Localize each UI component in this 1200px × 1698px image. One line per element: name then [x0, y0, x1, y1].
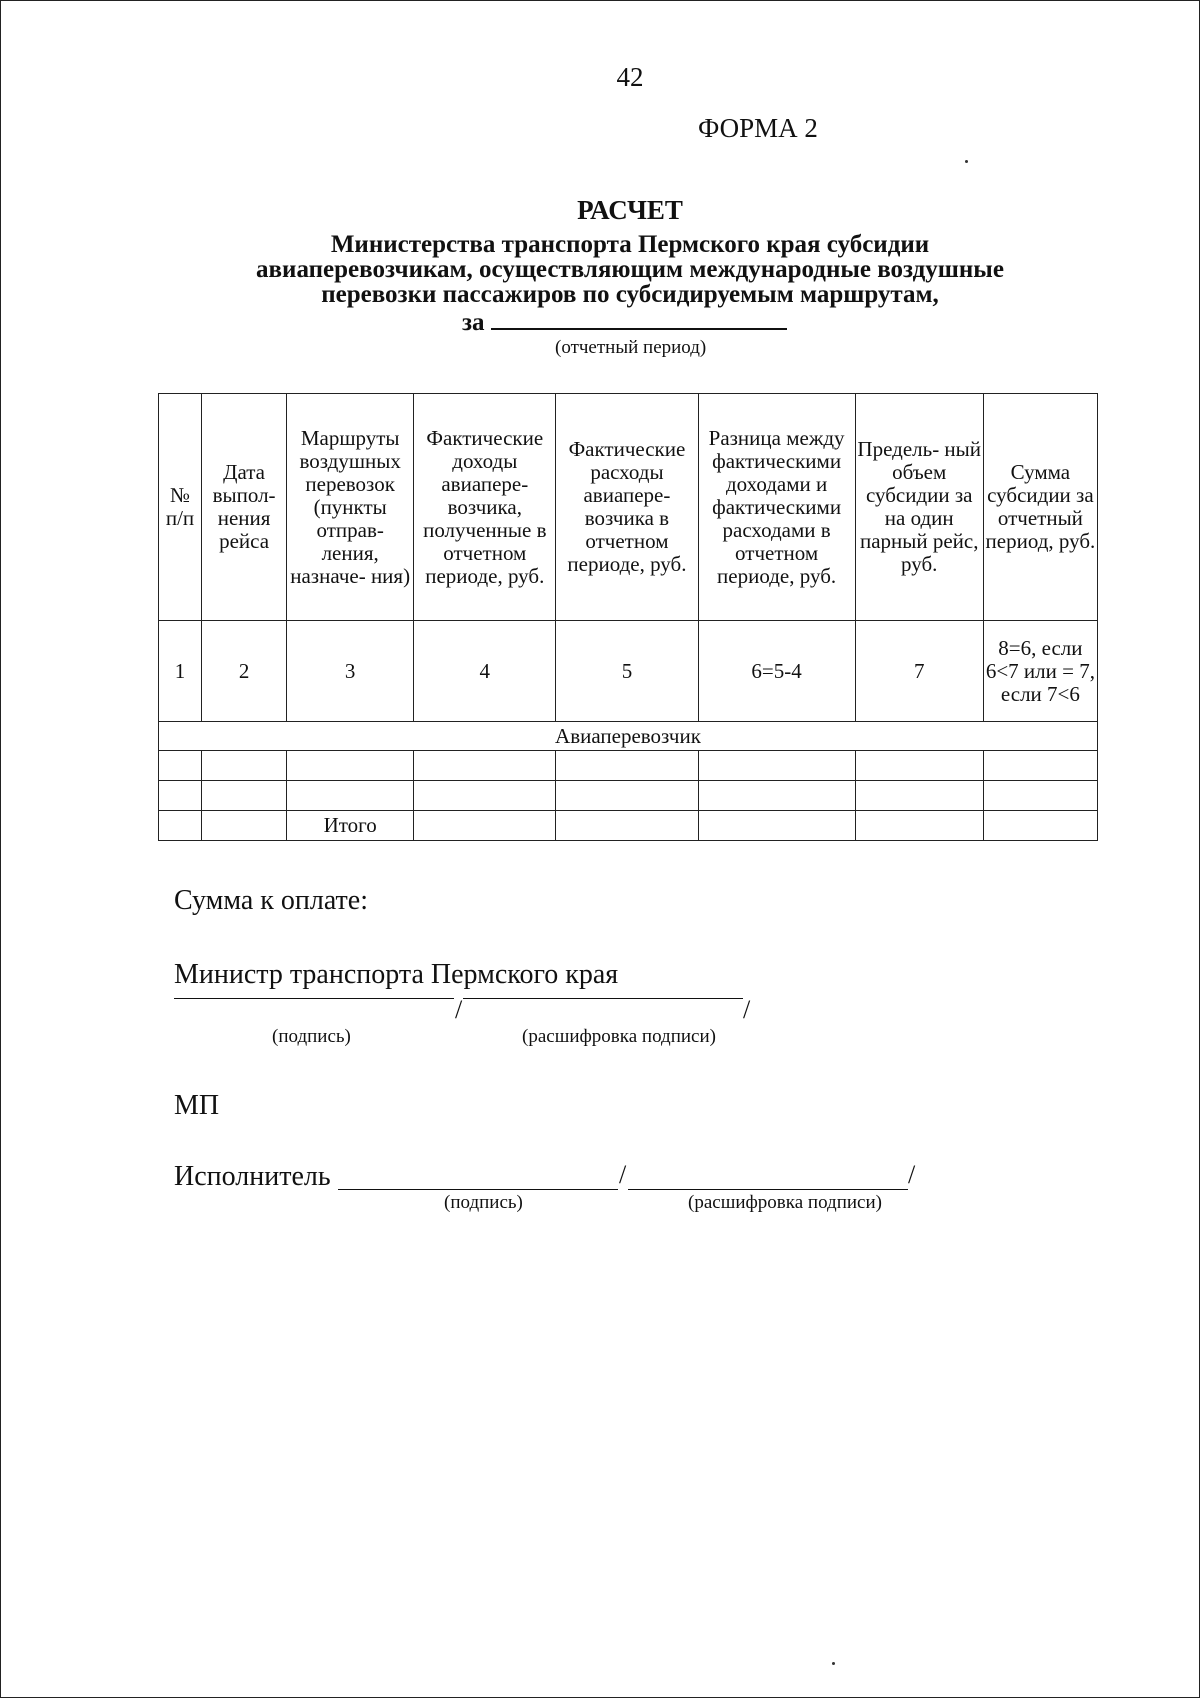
- total-label: Итого: [287, 811, 414, 841]
- slash-separator: /: [743, 995, 751, 1024]
- scan-speck: [832, 1662, 835, 1665]
- table-row: [159, 781, 1098, 811]
- header-cell: Сумма субсидии за отчетный период, руб.: [983, 394, 1097, 621]
- carrier-section-row: [159, 722, 1098, 751]
- empty-cell[interactable]: [159, 811, 202, 841]
- executor-label: Исполнитель: [174, 1161, 331, 1192]
- column-number-cell: 2: [202, 621, 287, 722]
- signature-caption: (подпись): [272, 1026, 351, 1047]
- empty-cell[interactable]: [855, 781, 983, 811]
- subtitle-line: авиаперевозчикам, осуществляющим международные воздушные: [256, 256, 1004, 283]
- form-label: ФОРМА 2: [698, 113, 818, 143]
- scan-speck: [965, 160, 968, 163]
- empty-cell[interactable]: [983, 781, 1097, 811]
- empty-cell[interactable]: [414, 751, 556, 781]
- slash-separator: /: [619, 1160, 627, 1189]
- table-header-row: [159, 394, 1098, 621]
- payment-label: Сумма к оплате:: [174, 885, 368, 916]
- empty-cell[interactable]: [556, 751, 698, 781]
- empty-cell[interactable]: [414, 781, 556, 811]
- header-cell: Фактические доходы авиапере- возчика, полученные в отчетном периоде, руб.: [414, 394, 556, 621]
- empty-cell[interactable]: [159, 751, 202, 781]
- header-cell: Маршруты воздушных перевозок (пункты отправ- ления, назначе- ния): [287, 394, 414, 621]
- minister-signature-line[interactable]: [174, 998, 454, 999]
- empty-cell[interactable]: [855, 751, 983, 781]
- period-prefix: за: [462, 309, 485, 336]
- slash-separator: /: [908, 1160, 916, 1189]
- column-number-cell: 8=6, если 6<7 или = 7, если 7<6: [983, 621, 1097, 722]
- executor-decode-line[interactable]: [628, 1189, 908, 1190]
- empty-cell[interactable]: [202, 811, 287, 841]
- empty-cell[interactable]: [202, 751, 287, 781]
- page-number: 42: [616, 62, 644, 92]
- slash-separator: /: [455, 995, 463, 1024]
- empty-cell[interactable]: [556, 811, 698, 841]
- calculation-table: [158, 393, 1098, 841]
- subtitle-line: Министерства транспорта Пермского края субсидии: [330, 231, 930, 258]
- column-number-cell: 3: [287, 621, 414, 722]
- empty-cell[interactable]: [202, 781, 287, 811]
- table-row: [159, 751, 1098, 781]
- subtitle-line: перевозки пассажиров по субсидируемым маршрутам,: [321, 281, 939, 308]
- header-cell: Фактические расходы авиапере- возчика в отчетном периоде, руб.: [556, 394, 698, 621]
- document-subtitle: [130, 232, 1130, 307]
- column-number-cell: 5: [556, 621, 698, 722]
- empty-cell[interactable]: [556, 781, 698, 811]
- empty-cell[interactable]: [983, 751, 1097, 781]
- empty-cell[interactable]: [414, 811, 556, 841]
- empty-cell[interactable]: [287, 751, 414, 781]
- document-title: РАСЧЕТ: [577, 195, 683, 225]
- header-cell: Разница между фактическими доходами и фактическими расходами в отчетном периоде, руб.: [698, 394, 855, 621]
- empty-cell[interactable]: [698, 751, 855, 781]
- minister-label: Министр транспорта Пермского края: [174, 959, 619, 990]
- decode-caption: (расшифровка подписи): [522, 1026, 716, 1047]
- column-number-cell: 4: [414, 621, 556, 722]
- executor-signature-line[interactable]: [338, 1189, 618, 1190]
- empty-cell[interactable]: [159, 781, 202, 811]
- header-cell: Предель- ный объем субсидии за на один парный рейс, руб.: [855, 394, 983, 621]
- header-cell: № п/п: [159, 394, 202, 621]
- decode-caption: (расшифровка подписи): [688, 1192, 882, 1213]
- column-number-cell: 6=5-4: [698, 621, 855, 722]
- empty-cell[interactable]: [698, 811, 855, 841]
- column-number-cell: 7: [855, 621, 983, 722]
- column-number-cell: 1: [159, 621, 202, 722]
- signature-caption: (подпись): [444, 1192, 523, 1213]
- period-row: [462, 306, 787, 337]
- total-row: [159, 811, 1098, 841]
- empty-cell[interactable]: [698, 781, 855, 811]
- minister-decode-line[interactable]: [463, 998, 743, 999]
- empty-cell[interactable]: [287, 781, 414, 811]
- carrier-section-label: Авиаперевозчик: [159, 722, 1098, 751]
- empty-cell[interactable]: [983, 811, 1097, 841]
- seal-label: МП: [174, 1090, 220, 1121]
- empty-cell[interactable]: [855, 811, 983, 841]
- header-cell: Дата выпол- нения рейса: [202, 394, 287, 621]
- period-blank-line: [491, 306, 787, 330]
- period-caption: (отчетный период): [555, 337, 707, 358]
- column-number-row: [159, 621, 1098, 722]
